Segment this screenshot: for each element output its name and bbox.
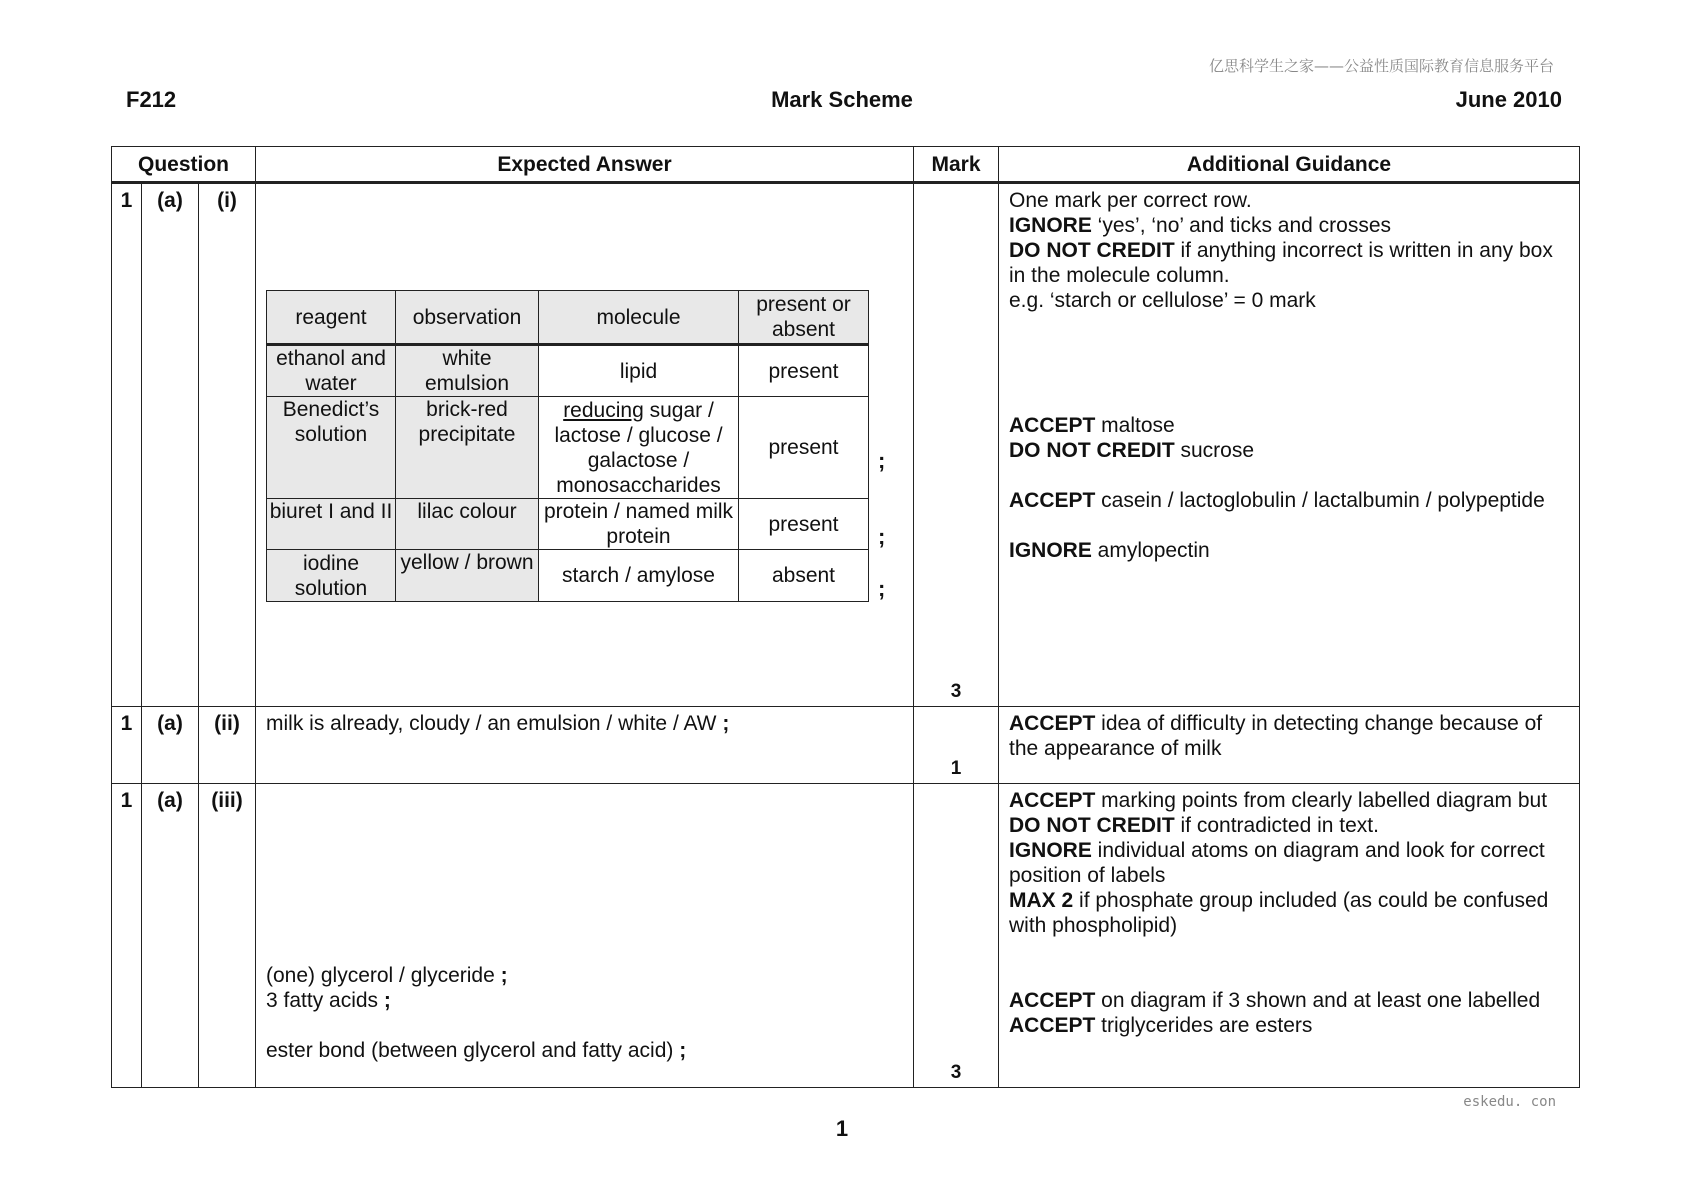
guidance-line: ACCEPT casein / lactoglobulin / lactalbumin / polypeptide: [1009, 489, 1545, 512]
guidance-cell: [999, 707, 1580, 784]
guidance-line: ACCEPT idea of difficulty in detecting change because of the appearance of milk: [1009, 712, 1543, 760]
observation-cell: lilac colour: [396, 499, 539, 550]
guidance-line: ACCEPT marking points from clearly labelled diagram but DO NOT CREDIT if contradicted in text.: [1009, 789, 1548, 837]
reagent-header: reagent: [267, 291, 396, 345]
reagent-cell: biuret I and II: [267, 499, 396, 550]
molecule-header: molecule: [539, 291, 739, 345]
guidance-line: IGNORE ‘yes’, ‘no’ and ticks and crosses: [1009, 214, 1392, 237]
present-cell: present: [739, 397, 869, 499]
present-absent-header: present or absent: [739, 291, 869, 345]
guidance-line: ACCEPT maltose: [1009, 414, 1175, 437]
guidance-line: DO NOT CREDIT if anything incorrect is written in any box in the molecule column.: [1009, 239, 1553, 287]
watermark-bottom: eskedu. con: [1463, 1094, 1556, 1110]
question-subpart: (ii): [199, 707, 256, 784]
table-row: [112, 784, 1580, 1088]
answer-line: (one) glycerol / glyceride ;: [266, 964, 508, 987]
exam-date: June 2010: [1455, 87, 1562, 112]
mark-cell: [914, 183, 999, 707]
table-header-row: [112, 147, 1580, 183]
table-row: [267, 345, 869, 397]
molecule-cell: [539, 397, 739, 499]
molecule-cell: lipid: [539, 345, 739, 397]
question-number: 1: [112, 784, 142, 1088]
reagent-table-header: [267, 291, 869, 345]
reagent-table: [266, 290, 869, 602]
question-part: (a): [142, 183, 199, 707]
present-cell: present: [739, 499, 869, 550]
observation-cell: white emulsion: [396, 345, 539, 397]
present-cell: absent: [739, 550, 869, 602]
molecule-cell: starch / amylose: [539, 550, 739, 602]
present-cell: present: [739, 345, 869, 397]
reagent-cell: iodine solution: [267, 550, 396, 602]
reagent-cell: ethanol and water: [267, 345, 396, 397]
question-number: 1: [112, 183, 142, 707]
guidance-line: ACCEPT triglycerides are esters: [1009, 1014, 1313, 1037]
table-row: [267, 550, 869, 602]
mark-value: 3: [950, 681, 962, 702]
mark-value: 1: [950, 758, 962, 779]
expected-answer-column-header: Expected Answer: [256, 147, 914, 183]
table-row: [267, 397, 869, 499]
observation-cell: brick-red precipitate: [396, 397, 539, 499]
watermark-top: 亿思科学生之家——公益性质国际教育信息服务平台: [1208, 57, 1554, 75]
mark-cell: [914, 707, 999, 784]
guidance-column-header: Additional Guidance: [999, 147, 1580, 183]
guidance-line: e.g. ‘starch or cellulose’ = 0 mark: [1009, 289, 1316, 312]
mark-cell: [914, 784, 999, 1088]
mark-scheme-table: [111, 146, 1580, 1088]
guidance-cell: [999, 183, 1580, 707]
document-title: Mark Scheme: [771, 87, 913, 112]
mark-point-separator: ;: [878, 576, 886, 601]
observation-header: observation: [396, 291, 539, 345]
table-row: [267, 499, 869, 550]
mark-point-separator: ;: [878, 448, 886, 473]
mark-point-separator: ;: [878, 524, 886, 549]
table-row: [112, 183, 1580, 707]
guidance-line: MAX 2 if phosphate group included (as could be confused with phospholipid): [1009, 889, 1549, 937]
question-number: 1: [112, 707, 142, 784]
mark-value: 3: [950, 1062, 962, 1083]
underlined-term: reducing: [563, 398, 644, 422]
guidance-cell: [999, 784, 1580, 1088]
mark-column-header: Mark: [914, 147, 999, 183]
observation-cell: yellow / brown: [396, 550, 539, 602]
answer-line: ester bond (between glycerol and fatty acid) ;: [266, 1039, 687, 1062]
question-column-header: Question: [112, 147, 256, 183]
guidance-line: One mark per correct row.: [1009, 189, 1252, 212]
paper-code: F212: [126, 87, 177, 112]
question-part: (a): [142, 784, 199, 1088]
table-row: [112, 707, 1580, 784]
expected-answer-cell: milk is already, cloudy / an emulsion / white / AW ;: [256, 707, 914, 784]
molecule-cell: protein / named milk protein: [539, 499, 739, 550]
question-subpart: (i): [199, 183, 256, 707]
question-subpart: (iii): [199, 784, 256, 1088]
guidance-line: IGNORE individual atoms on diagram and look for correct position of labels: [1009, 839, 1545, 887]
guidance-line: IGNORE amylopectin: [1009, 539, 1210, 562]
reagent-cell: Benedict’s solution: [267, 397, 396, 499]
page-number: 1: [835, 1116, 849, 1141]
question-part: (a): [142, 707, 199, 784]
answer-line: 3 fatty acids ;: [266, 989, 391, 1012]
guidance-line: ACCEPT on diagram if 3 shown and at least one labelled: [1009, 989, 1541, 1012]
molecule-text: sugar / lactose / glucose / galactose / monosaccharides: [554, 398, 723, 497]
expected-answer-cell: [256, 784, 914, 1088]
expected-answer-cell: [256, 183, 914, 707]
guidance-line: DO NOT CREDIT sucrose: [1009, 439, 1255, 462]
